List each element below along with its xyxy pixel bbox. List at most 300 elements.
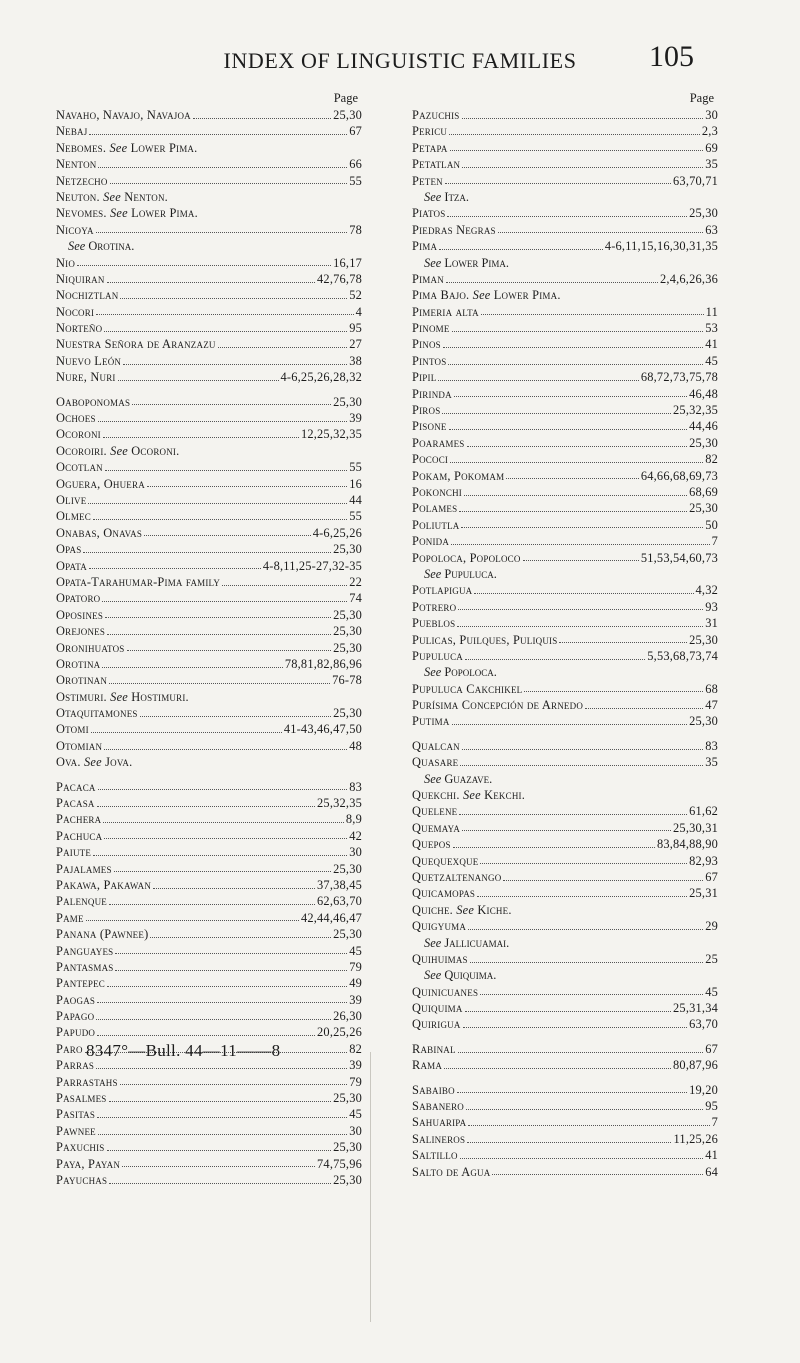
- group-gap: [56, 386, 362, 394]
- entry-pages: 2,4,6,26,36: [660, 271, 718, 286]
- entry-pages: 7: [711, 1115, 718, 1130]
- see-label: See: [84, 755, 102, 770]
- see-label: See: [110, 443, 128, 458]
- dot-leader: [97, 1117, 347, 1118]
- entry-pages: 83,84,88,90: [656, 837, 718, 852]
- index-entry: [412, 599, 718, 615]
- entry-pages: 25,30: [333, 542, 362, 557]
- index-entry: [56, 353, 362, 369]
- dot-leader: [466, 1109, 703, 1110]
- entry-name: Quetzaltenango: [412, 869, 502, 884]
- entry-pages: 55: [349, 509, 362, 524]
- index-entry: [56, 1024, 362, 1040]
- dot-leader: [445, 183, 671, 184]
- entry-pages: 95: [705, 1099, 718, 1114]
- dot-leader: [453, 847, 655, 848]
- dot-leader: [107, 1150, 332, 1151]
- index-entry: [412, 140, 718, 156]
- entry-pages: 45: [705, 984, 718, 999]
- entry-term: Nebomes.: [56, 140, 107, 155]
- entry-name: Purísima Concepción de Arnedo: [412, 698, 584, 713]
- see-target: Pupuluca.: [444, 566, 497, 581]
- dot-leader: [467, 1142, 671, 1143]
- entry-pages: 64: [705, 1164, 718, 1179]
- entry-pages: 5,53,68,73,74: [647, 648, 718, 663]
- entry-pages: 66: [349, 157, 362, 172]
- entry-name: Papago: [56, 1009, 95, 1024]
- entry-term: Ova.: [56, 755, 81, 770]
- index-entry: [56, 410, 362, 426]
- see-label: See: [103, 189, 121, 204]
- dot-leader: [102, 667, 282, 668]
- entry-pages: 78,81,82,86,96: [284, 656, 362, 671]
- entry-name: Paya, Payan: [56, 1156, 121, 1171]
- entry-pages: 67: [705, 869, 718, 884]
- entry-pages: 25,30: [333, 706, 362, 721]
- index-entry: [56, 476, 362, 492]
- entry-pages: 62,63,70: [317, 894, 362, 909]
- entry-name: Paro: [56, 1041, 83, 1056]
- entry-pages: 41: [705, 337, 718, 352]
- entry-pages: 39: [349, 992, 362, 1007]
- entry-pages: 4-8,11,25-27,32-35: [262, 558, 362, 573]
- see-label: See: [110, 689, 128, 704]
- entry-name: Nocori: [56, 304, 95, 319]
- index-entry: [412, 287, 718, 303]
- index-entry: [412, 320, 718, 336]
- entry-name: Nicoya: [56, 222, 94, 237]
- entry-name: Parras: [56, 1058, 95, 1073]
- dot-leader: [114, 871, 331, 872]
- index-entry: [56, 738, 362, 754]
- entry-term: Ostimuri.: [56, 689, 107, 704]
- index-entry: [56, 394, 362, 410]
- index-entry: [412, 533, 718, 549]
- entry-pages: 47: [705, 698, 718, 713]
- entry-pages: 25,32,35: [317, 796, 362, 811]
- entry-pages: 83: [349, 779, 362, 794]
- dot-leader: [105, 617, 331, 618]
- dot-leader: [107, 986, 347, 987]
- entry-name: Quelene: [412, 804, 458, 819]
- dot-leader: [454, 396, 687, 397]
- index-entry: [56, 926, 362, 942]
- entry-pages: 26,30: [333, 1009, 362, 1024]
- index-entry: [56, 943, 362, 959]
- entry-pages: 20,25,26: [317, 1025, 362, 1040]
- index-entry: [56, 222, 362, 238]
- entry-name: Pantepec: [56, 976, 105, 991]
- dot-leader: [461, 527, 703, 528]
- index-entry: [56, 975, 362, 991]
- entry-name: Pame: [56, 910, 84, 925]
- entry-name: Pinos: [412, 337, 441, 352]
- dot-leader: [444, 1068, 671, 1069]
- dot-leader: [462, 118, 704, 119]
- see-also-line: [412, 255, 718, 271]
- index-entry: [412, 500, 718, 516]
- entry-name: Qualcan: [412, 738, 460, 753]
- entry-pages: 11,25,26: [673, 1131, 718, 1146]
- index-entry: [56, 1123, 362, 1139]
- dot-leader: [96, 314, 353, 315]
- entry-pages: 41-43,46,47,50: [283, 722, 362, 737]
- dot-leader: [96, 232, 348, 233]
- entry-name: Navaho, Navajo, Navajoa: [56, 108, 191, 122]
- index-entry: [412, 1016, 718, 1032]
- entry-name: Pokam, Pokomam: [412, 468, 505, 483]
- index-entry: [56, 1008, 362, 1024]
- entry-name: Otomi: [56, 722, 89, 737]
- dot-leader: [104, 331, 347, 332]
- entry-name: Olive: [56, 492, 87, 507]
- dot-leader: [462, 167, 703, 168]
- index-entry: [56, 910, 362, 926]
- entry-pages: 30: [349, 1123, 362, 1138]
- entry-name: Paiute: [56, 845, 92, 860]
- index-entry: [56, 287, 362, 303]
- index-entry: [56, 1090, 362, 1106]
- entry-name: Orotina: [56, 656, 101, 671]
- entry-pages: 25,30: [333, 861, 362, 876]
- index-entry: [412, 1057, 718, 1073]
- dot-leader: [98, 167, 347, 168]
- entry-name: Olmec: [56, 509, 91, 524]
- index-entry: [412, 271, 718, 287]
- index-entry: [412, 885, 718, 901]
- entry-name: Nochiztlan: [56, 288, 119, 303]
- page-header: [0, 40, 800, 80]
- index-entry: [412, 1041, 718, 1057]
- entry-name: Pueblos: [412, 616, 456, 631]
- see-label: See: [424, 771, 442, 786]
- entry-name: [412, 902, 512, 918]
- entry-name: Polames: [412, 501, 458, 516]
- dot-leader: [96, 1019, 331, 1020]
- see-label: See: [424, 566, 442, 581]
- entry-pages: 29: [705, 919, 718, 934]
- index-entry: [56, 1074, 362, 1090]
- entry-pages: 49: [349, 976, 362, 991]
- index-entry: [412, 418, 718, 434]
- see-label: See: [462, 788, 481, 803]
- dot-leader: [120, 298, 347, 299]
- entry-name: Ocoroni: [56, 427, 101, 442]
- index-entry: [56, 140, 362, 156]
- entry-pages: 42: [349, 828, 362, 843]
- entry-name: [56, 689, 189, 705]
- index-entry: [412, 1131, 718, 1147]
- entry-name: Oronihuatos: [56, 640, 125, 655]
- entry-name: [56, 443, 179, 459]
- index-entry: [56, 607, 362, 623]
- dot-leader: [480, 994, 703, 995]
- entry-name: Quihuimas: [412, 951, 468, 966]
- entry-name: Nenton: [56, 157, 97, 172]
- entry-pages: 39: [349, 411, 362, 426]
- entry-name: Quepos: [412, 837, 451, 852]
- dot-leader: [104, 749, 347, 750]
- index-entry: [56, 590, 362, 606]
- see-label: See: [109, 140, 128, 155]
- entry-name: Opas: [56, 542, 82, 557]
- entry-name: Panguayes: [56, 943, 114, 958]
- index-entry: [412, 156, 718, 172]
- right-entries: [412, 107, 718, 1180]
- see-label: See: [424, 189, 442, 204]
- entry-name: Otaquitamones: [56, 706, 138, 721]
- dot-leader: [218, 347, 348, 348]
- entry-pages: 68,72,73,75,78: [640, 370, 718, 385]
- dot-leader: [127, 650, 332, 651]
- entry-pages: 12,25,32,35: [300, 427, 362, 442]
- dot-leader: [109, 1183, 331, 1184]
- index-entry: [56, 754, 362, 770]
- index-entry: [56, 672, 362, 688]
- entry-pages: 25,30: [689, 206, 718, 221]
- dot-leader: [446, 282, 658, 283]
- see-label: See: [424, 968, 442, 983]
- dot-leader: [468, 929, 703, 930]
- entry-name: Pacasa: [56, 796, 95, 811]
- dot-leader: [460, 765, 703, 766]
- entry-pages: 25,30: [333, 1173, 362, 1187]
- entry-pages: 39: [349, 1058, 362, 1073]
- see-label: See: [68, 239, 86, 254]
- entry-pages: 42,76,78: [317, 271, 362, 286]
- index-entry: [56, 861, 362, 877]
- dot-leader: [222, 585, 347, 586]
- dot-leader: [103, 822, 344, 823]
- dot-leader: [122, 1166, 315, 1167]
- entry-pages: 45: [705, 353, 718, 368]
- entry-name: Poliutla: [412, 517, 460, 532]
- index-entry: [412, 222, 718, 238]
- entry-name: Poarames: [412, 435, 465, 450]
- entry-name: Petapa: [412, 140, 448, 155]
- entry-name: Pinome: [412, 321, 450, 336]
- entry-pages: 25,31: [689, 886, 718, 901]
- entry-name: Paogas: [56, 992, 96, 1007]
- entry-pages: 2,3: [701, 124, 718, 139]
- dot-leader: [153, 888, 315, 889]
- entry-pages: 79: [349, 1074, 362, 1089]
- entry-name: Potlapigua: [412, 583, 473, 598]
- dot-leader: [480, 863, 687, 864]
- entry-name: Pirinda: [412, 386, 452, 401]
- entry-pages: 83: [705, 738, 718, 753]
- entry-name: Niquiran: [56, 271, 105, 286]
- see-target: Lower Pima.: [131, 206, 198, 221]
- entry-pages: 67: [349, 124, 362, 139]
- index-entry: [412, 1114, 718, 1130]
- entry-name: Rabinal: [412, 1041, 456, 1056]
- index-entry: [56, 156, 362, 172]
- entry-pages: 52: [349, 288, 362, 303]
- dot-leader: [115, 953, 347, 954]
- index-entry: [412, 918, 718, 934]
- dot-leader: [104, 838, 347, 839]
- entry-name: Salto de Agua: [412, 1164, 491, 1179]
- entry-name: [412, 287, 561, 303]
- see-label: See: [472, 288, 491, 303]
- index-entry: [56, 320, 362, 336]
- entry-name: Ochoes: [56, 411, 96, 426]
- index-entry: [412, 713, 718, 729]
- entry-pages: 74,75,96: [317, 1156, 362, 1171]
- entry-pages: 4-6,25,26: [312, 525, 362, 540]
- dot-leader: [467, 446, 688, 447]
- entry-pages: 63,70,71: [673, 173, 718, 188]
- see-also-line: [412, 189, 718, 205]
- page-number: 105: [649, 40, 694, 73]
- entry-pages: 35: [705, 157, 718, 172]
- entry-name: Pawnee: [56, 1123, 96, 1138]
- dot-leader: [503, 880, 703, 881]
- entry-pages: 61,62: [689, 804, 718, 819]
- dot-leader: [449, 134, 700, 135]
- dot-leader: [107, 634, 331, 635]
- index-entry: [412, 681, 718, 697]
- see-label: See: [109, 206, 128, 221]
- dot-leader: [559, 642, 687, 643]
- entry-name: Pasalmes: [56, 1091, 107, 1106]
- dot-leader: [462, 830, 671, 831]
- index-entry: [412, 238, 718, 254]
- entry-name: Quequexque: [412, 853, 479, 868]
- entry-name: Quigyuma: [412, 919, 467, 934]
- group-gap: [56, 771, 362, 779]
- index-entry: [56, 795, 362, 811]
- index-entry: [56, 893, 362, 909]
- entry-pages: 79: [349, 959, 362, 974]
- dot-leader: [470, 962, 703, 963]
- entry-name: Sabanero: [412, 1099, 464, 1114]
- entry-pages: 4: [355, 304, 362, 319]
- entry-pages: 16,17: [333, 255, 362, 270]
- dot-leader: [523, 560, 639, 561]
- index-entry: [412, 451, 718, 467]
- left-column: [56, 89, 362, 1188]
- index-entry: [56, 844, 362, 860]
- dot-leader: [93, 519, 347, 520]
- entry-name: Nebaj: [56, 124, 88, 139]
- entry-pages: 46,48: [689, 386, 718, 401]
- entry-name: Orotinan: [56, 673, 108, 688]
- entry-pages: 27: [349, 337, 362, 352]
- index-entry: [56, 721, 362, 737]
- entry-name: Popoloca, Popoloco: [412, 550, 521, 565]
- dot-leader: [506, 478, 639, 479]
- dot-leader: [102, 601, 347, 602]
- entry-pages: 25,30: [333, 394, 362, 409]
- dot-leader: [93, 855, 347, 856]
- entry-name: Pisone: [412, 419, 447, 434]
- entry-pages: 25,30: [333, 1091, 362, 1106]
- see-also-line: [412, 771, 718, 787]
- index-entry: [412, 123, 718, 139]
- entry-name: Quiquima: [412, 1001, 463, 1016]
- entry-name: Quinicuanes: [412, 984, 479, 999]
- index-entry: [56, 107, 362, 123]
- entry-name: Quemaya: [412, 820, 461, 835]
- entry-pages: 82: [705, 452, 718, 467]
- entry-pages: 74: [349, 591, 362, 606]
- index-entry: [412, 869, 718, 885]
- dot-leader: [465, 1011, 671, 1012]
- column-head-page: Page: [689, 91, 714, 105]
- entry-name: Pima: [412, 239, 438, 254]
- entry-name: Pococi: [412, 452, 449, 467]
- entry-name: Pazuchis: [412, 108, 460, 122]
- dot-leader: [443, 347, 703, 348]
- entry-name: Orejones: [56, 624, 106, 639]
- index-entry: [56, 689, 362, 705]
- entry-name: Ocotlan: [56, 460, 103, 475]
- entry-name: Pimeria alta: [412, 304, 479, 319]
- dot-leader: [150, 937, 331, 938]
- entry-name: Pericu: [412, 124, 448, 139]
- entry-name: Salineros: [412, 1131, 466, 1146]
- entry-name: Pasitas: [56, 1107, 96, 1122]
- entry-name: Pajalames: [56, 861, 112, 876]
- group-gap: [412, 1074, 718, 1082]
- entry-name: Piman: [412, 271, 444, 286]
- entry-name: Pintos: [412, 353, 447, 368]
- see-target: Kekchi.: [484, 788, 526, 803]
- see-also-line: [412, 935, 718, 951]
- index-entry: [56, 640, 362, 656]
- dot-leader: [463, 1027, 688, 1028]
- index-entry: [56, 779, 362, 795]
- dot-leader: [438, 380, 638, 381]
- entry-name: Nure, Nuri: [56, 370, 116, 385]
- index-entry: [56, 574, 362, 590]
- dot-leader: [98, 421, 348, 422]
- entry-name: Piedras Negras: [412, 222, 496, 237]
- index-entry: [56, 656, 362, 672]
- index-entry: [412, 402, 718, 418]
- index-entry: [56, 189, 362, 205]
- column-head-page: Page: [333, 91, 358, 105]
- dot-leader: [97, 1002, 347, 1003]
- see-target: Quiquima.: [444, 968, 497, 983]
- dot-leader: [458, 1052, 704, 1053]
- entry-name: Rama: [412, 1058, 443, 1073]
- entry-name: Pantasmas: [56, 959, 114, 974]
- dot-leader: [77, 265, 331, 266]
- index-entry: [412, 951, 718, 967]
- dot-leader: [458, 609, 703, 610]
- entry-name: Panana (Pawnee): [56, 927, 149, 942]
- index-entry: [56, 459, 362, 475]
- group-gap: [412, 1033, 718, 1041]
- entry-pages: 22: [349, 574, 362, 589]
- column-divider: [370, 1052, 371, 1322]
- entry-pages: 38: [349, 353, 362, 368]
- index-entry: [412, 836, 718, 852]
- dot-leader: [481, 314, 704, 315]
- dot-leader: [460, 1158, 704, 1159]
- index-entry: [412, 582, 718, 598]
- index-entry: [412, 107, 718, 123]
- see-target: Kiche.: [477, 902, 512, 917]
- see-target: Lower Pima.: [493, 288, 561, 303]
- dot-leader: [107, 282, 315, 283]
- entry-term: Nevomes.: [56, 206, 107, 221]
- dot-leader: [109, 904, 315, 905]
- see-also-line: [412, 664, 718, 680]
